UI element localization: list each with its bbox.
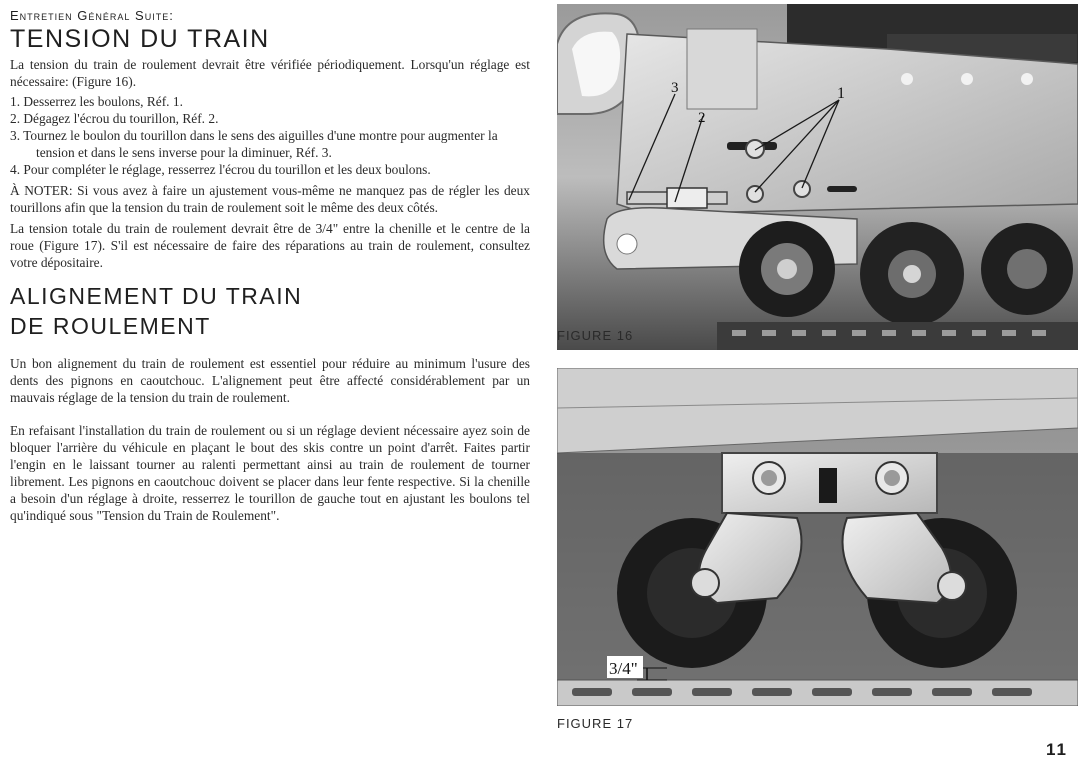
alignment-paragraph-1: Un bon alignement du train de roulement est essentiel pour réduire au minimum l'usure des dents des pignons en caoutchouc. L'alignement peut être affecté considérablement par un mauvais réglage de la tension du train de roulement.	[10, 356, 530, 405]
callout-2: 2	[698, 110, 706, 126]
alignment-paragraph-2: En refaisant l'installation du train de roulement ou si un réglage devient nécessaire ayez soin de bloquer l'arrière du véhicule en plaçant le bout des skis contre un point d'arrêt. Faites partir l'engin en le laissant tourner au ralenti permettant ainsi au train de roulement de tourner librement. Les pignons en caoutchouc doivent se placer dans leur fente respective. Si la chenille a besoin d'un réglage à droite, resserrez le tourillon de gauche tout en ajustant les boulons tel qu'indiqué sous "Tension du Train de Roulement".	[10, 423, 530, 523]
tension-total: La tension totale du train de roulement devrait être de 3/4" entre la chenille et le centre de la roue (Figure 17). S'il est nécessaire de faire des réparations au train de roulement, consultez votre dépositaire.	[10, 221, 530, 270]
alignment-heading	[10, 281, 530, 341]
text-column	[10, 8, 530, 524]
tension-intro: La tension du train de roulement devrait être vérifiée périodiquement. Lorsqu'un réglage est nécessaire: (Figure 16).	[10, 57, 530, 89]
figure-16-illustration	[557, 4, 1078, 350]
figure-16-photo	[557, 4, 1078, 350]
step-1: 1. Desserrez les boulons, Réf. 1.	[10, 94, 183, 109]
figure-17-caption: FIGURE 17	[557, 716, 634, 731]
step-4: 4. Pour compléter le réglage, resserrez l'écrou du tourillon et les deux boulons.	[10, 162, 431, 177]
step-3: 3. Tournez le boulon du tourillon dans le sens des aiguilles d'une montre pour augmenter la tension et dans le sens inverse pour la diminuer, Réf. 3.	[10, 128, 498, 160]
figure-17-illustration	[557, 368, 1078, 706]
callout-1: 1	[837, 85, 845, 102]
alignment-heading-line1: ALIGNEMENT DU TRAIN	[10, 283, 303, 309]
alignment-heading-line2: DE ROULEMENT	[10, 313, 211, 339]
tension-note: À NOTER: Si vous avez à faire un ajustement vous-même ne manquez pas de régler les deux tourillons afin que la tension du train de roulement soit le même des deux côtés.	[10, 183, 530, 215]
callout-3: 3	[671, 80, 679, 96]
section-kicker: Entretien Général Suite:	[10, 8, 174, 23]
step-2: 2. Dégagez l'écrou du tourillon, Réf. 2.	[10, 111, 219, 126]
tension-heading: TENSION DU TRAIN	[10, 25, 270, 53]
measure-label: 3/4"	[609, 659, 638, 678]
tension-steps	[10, 93, 530, 178]
figure-17-photo	[557, 368, 1078, 706]
figure-16-caption: FIGURE 16	[557, 328, 634, 343]
page-number: 11	[1046, 740, 1068, 759]
